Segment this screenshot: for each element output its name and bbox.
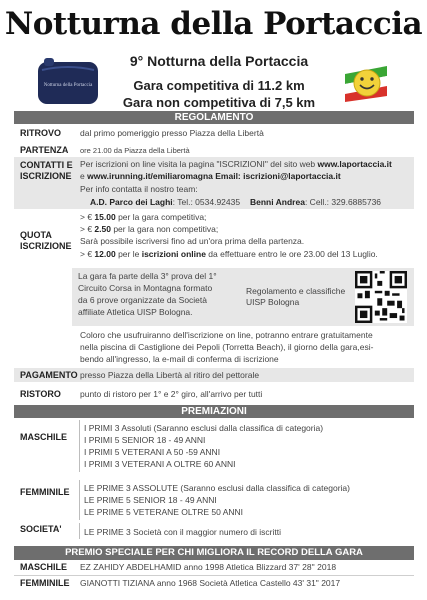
contatti-label: CONTATTI E ISCRIZIONE xyxy=(20,160,73,181)
page-title: Notturna della Portaccia xyxy=(4,6,423,42)
femminile-label: FEMMINILE xyxy=(20,487,70,497)
email-link[interactable]: Email: iscrizioni@laportaccia.it xyxy=(212,171,341,181)
quota-label: QUOTA ISCRIZIONE xyxy=(20,230,72,251)
circuit-line-2: Circuito Corsa in Montagna formato xyxy=(78,283,213,293)
maschile-prize-1: I PRIMI 3 Assoluti (Saranno esclusi dalla classifica di categoria) xyxy=(84,423,324,433)
femminile-divider xyxy=(79,480,80,520)
ristoro-text: punto di ristoro per 1° e 2° giro, all'arrivo per tutti xyxy=(80,389,263,399)
femminile-prize-1: LE PRIME 3 ASSOLUTE (Saranno esclusi dalla classifica di categoria) xyxy=(84,483,350,493)
femminile-prize-2: LE PRIME 5 SENIOR 18 - 49 ANNI xyxy=(84,495,217,505)
event-bag-image xyxy=(36,56,100,108)
circuit-line-1: La gara fa parte della 3° prova del 1° xyxy=(78,271,217,281)
rules-box-text: Regolamento e classifiche UISP Bologna xyxy=(246,286,346,307)
maschile-prize-3: I PRIMI 5 VETERANI A 50 -59 ANNI xyxy=(84,447,221,457)
competitive-race: Gara competitiva di 11.2 km xyxy=(133,78,305,93)
bag-label: Notturna della Portaccia xyxy=(43,83,93,88)
record-femminile-text: GIANOTTI TIZIANA anno 1968 Società Atletica Castello 43' 31" 2017 xyxy=(80,578,341,588)
pagamento-text: presso Piazza della Libertà al ritiro del pettorale xyxy=(80,370,260,380)
website-link[interactable]: www.laportaccia.it xyxy=(317,159,392,169)
piscina-line-1: Coloro che usufruiranno dell'iscrizione on line, potranno entrare gratuitamente xyxy=(80,330,373,340)
circuit-line-3: da 6 prove organizzate da Società xyxy=(78,295,208,305)
societa-label: SOCIETA' xyxy=(20,524,62,534)
contatti-line-4: A.D. Parco dei Laghi: Tel.: 0534.92435 xyxy=(90,197,241,207)
partenza-label: PARTENZA xyxy=(20,145,69,155)
record-maschile-label: MASCHILE xyxy=(20,562,67,572)
qr-code-icon[interactable] xyxy=(355,271,407,323)
edition-title: 9° Notturna della Portaccia xyxy=(129,53,309,69)
societa-text: LE PRIME 3 Società con il maggior numero di iscritti xyxy=(84,527,281,537)
ristoro-label: RISTORO xyxy=(20,389,61,399)
record-banner: PREMIO SPECIALE PER CHI MIGLIORA IL RECORD DELLA GARA xyxy=(14,546,414,560)
record-femminile-label: FEMMINILE xyxy=(20,578,70,588)
contatti-line-1: Per iscrizioni on line visita la pagina "ISCRIZIONI" del sito web www.laportaccia.it xyxy=(80,159,392,169)
ritrovo-label: RITROVO xyxy=(20,128,62,138)
contatti-line-3: Per info contatta il nostro team: xyxy=(80,184,198,194)
societa-divider xyxy=(79,523,80,539)
circuit-line-4: affiliate Atletica UISP Bologna. xyxy=(78,307,193,317)
smile-logo-icon xyxy=(343,58,389,104)
maschile-label: MASCHILE xyxy=(20,432,67,442)
maschile-prize-2: I PRIMI 5 SENIOR 18 - 49 ANNI xyxy=(84,435,206,445)
contatti-line-4b: Benni Andrea: Cell.: 329.6885736 xyxy=(250,197,382,207)
regolamento-banner: REGOLAMENTO xyxy=(14,111,414,124)
noncompetitive-race: Gara non competitiva di 7,5 km xyxy=(122,95,316,110)
partenza-text: ore 21.00 da Piazza della Libertà xyxy=(80,146,190,155)
record-maschile-text: EZ ZAHIDY ABDELHAMID anno 1998 Atletica Blizzard 37' 28'' 2018 xyxy=(80,562,337,572)
quota-line-4: > € 12.00 per le iscrizioni online da effettuare entro le ore 23.00 del 13 Luglio. xyxy=(80,249,378,259)
pagamento-label: PAGAMENTO xyxy=(20,370,78,380)
maschile-prize-4: I PRIMI 3 VETERANI A OLTRE 60 ANNI xyxy=(84,459,236,469)
contatti-line-2: e www.irunning.it/emiliaromagna Email: iscrizioni@laportaccia.it xyxy=(80,171,341,181)
femminile-prize-3: LE PRIME 5 VETERANE OLTRE 50 ANNI xyxy=(84,507,244,517)
premiazioni-banner: PREMIAZIONI xyxy=(14,405,414,418)
quota-line-1: > € 15.00 per la gara competitiva; xyxy=(80,212,207,222)
piscina-line-2: nella piscina di Castiglione dei Pepoli (Torretta Beach), il giorno della gara,esi- xyxy=(80,342,374,352)
maschile-divider xyxy=(79,420,80,472)
record-divider xyxy=(14,575,414,576)
quota-line-2: > € 2.50 per la gara non competitiva; xyxy=(80,224,219,234)
quota-line-3: Sarà possibile iscriversi fino ad un'ora prima della partenza. xyxy=(80,236,305,246)
piscina-line-3: bendo all'ingresso, la e-mail di conferma di iscrizione xyxy=(80,354,279,364)
ritrovo-text: dal primo pomeriggio presso Piazza della Libertà xyxy=(80,128,264,138)
irunning-link[interactable]: www.irunning.it/emiliaromagna xyxy=(87,171,213,181)
